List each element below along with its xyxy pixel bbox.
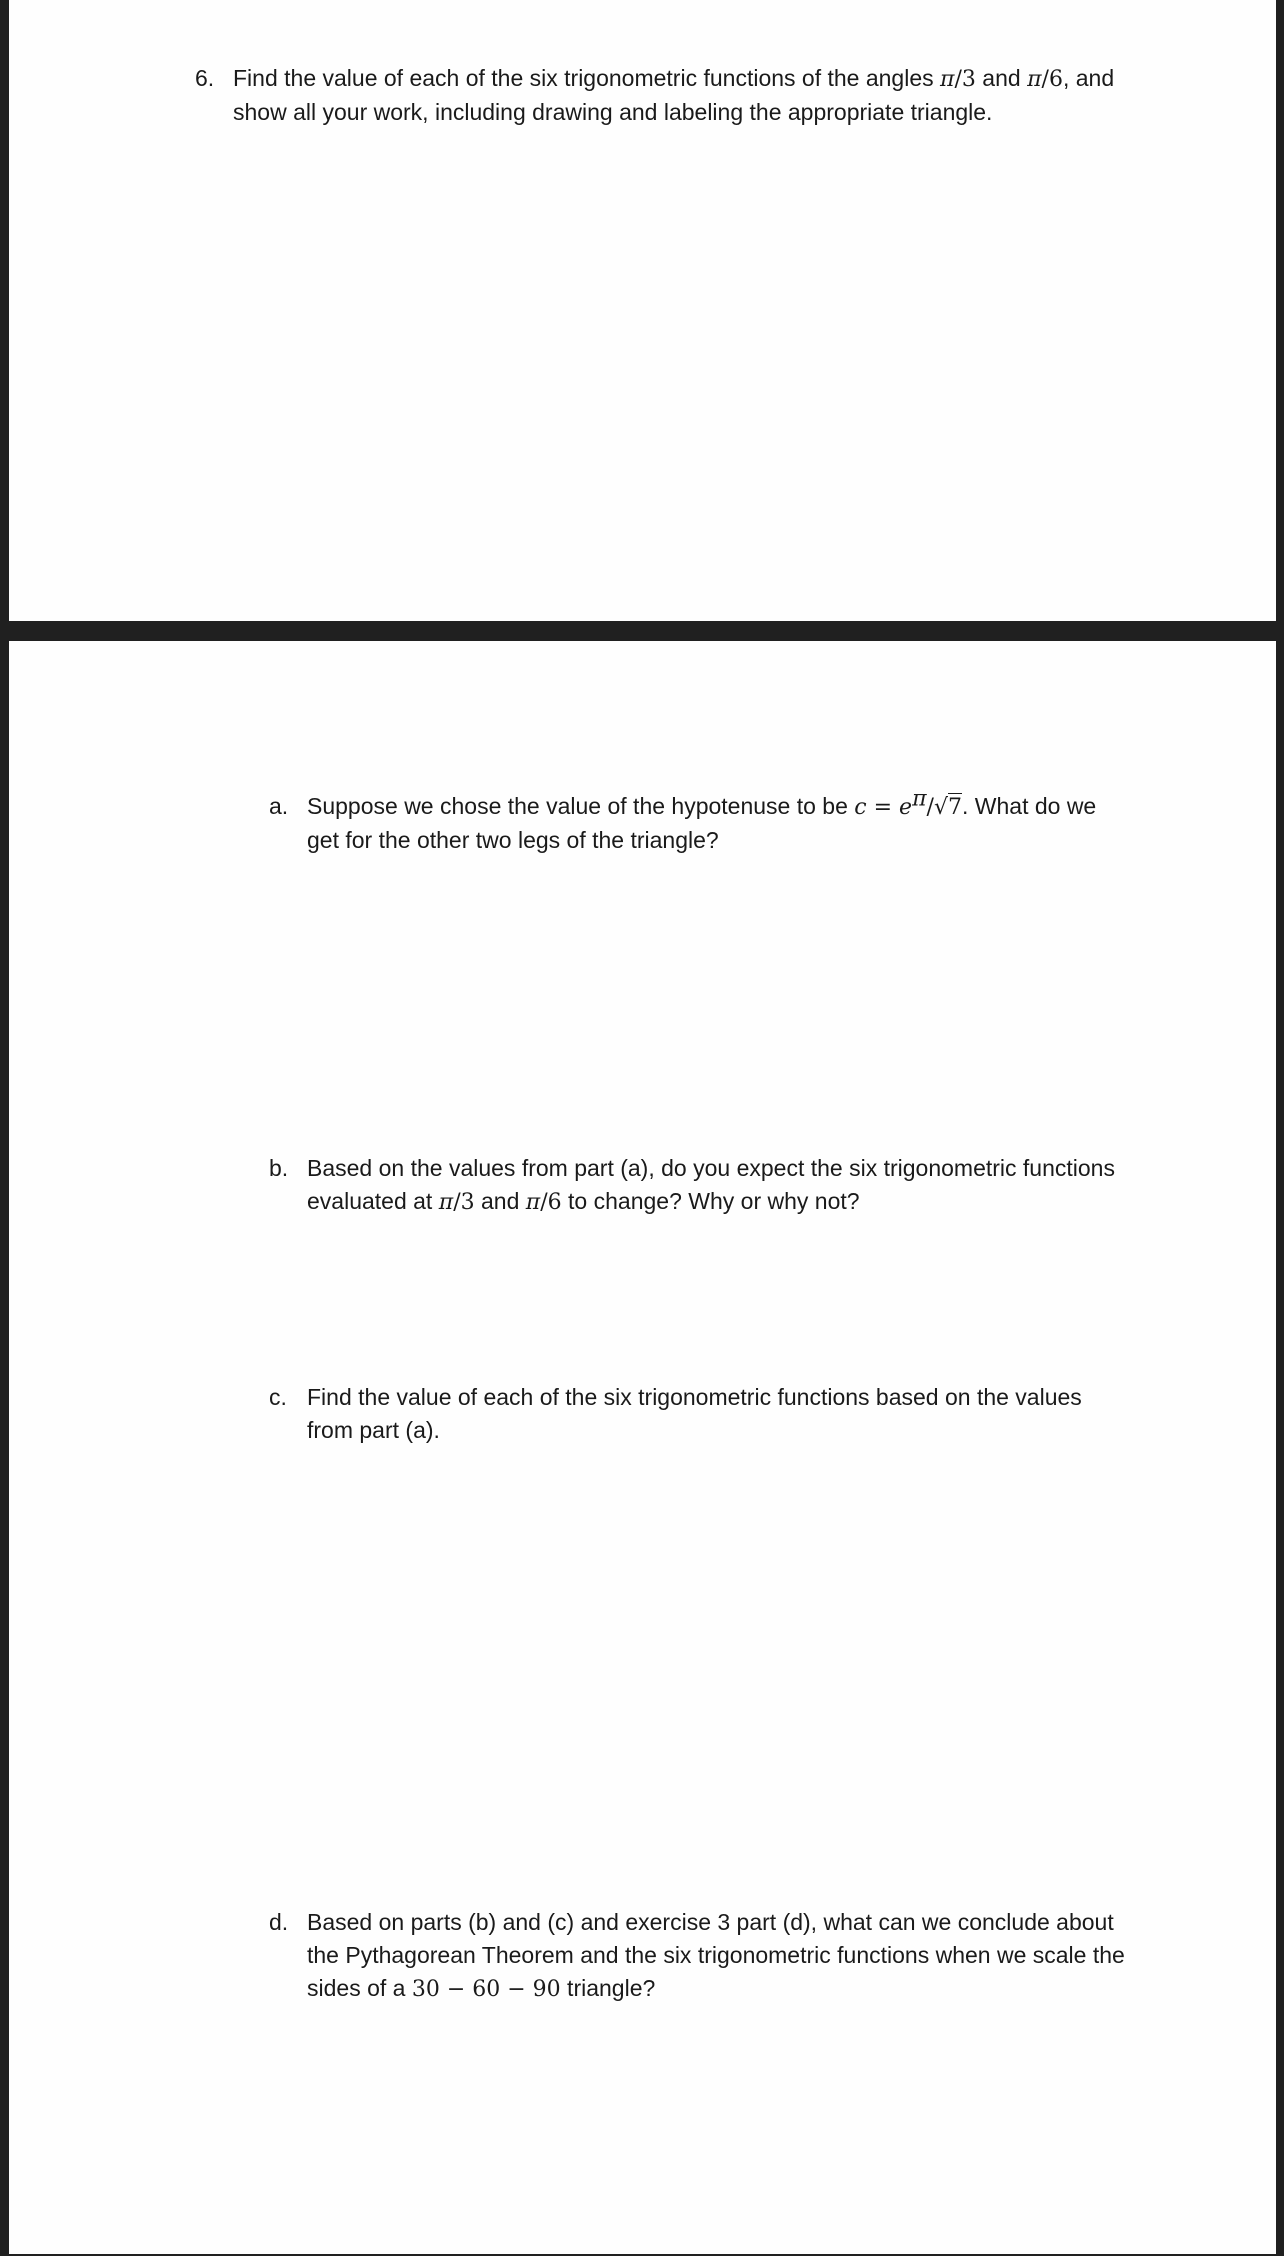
question-6 [195, 62, 1255, 132]
math-variable: e [899, 795, 913, 820]
radicand: 7 [948, 795, 962, 820]
question-text-part: Find the value of each of the six trigonometric functions of the angles [233, 65, 941, 91]
question-text-part: evaluated at [307, 1188, 439, 1214]
math-variable: c [854, 795, 867, 820]
question-text-part: Find the value of each of the six trigonometric functions based on the values [307, 1384, 1082, 1410]
question-text-part: , and [1062, 65, 1115, 91]
math-pi: π [940, 67, 955, 92]
math-exponent: π [912, 786, 927, 812]
question-text-part: triangle? [560, 1975, 656, 2001]
math-fraction: /6 [1041, 67, 1063, 92]
math-pi: π [525, 1190, 541, 1215]
math-operator: = [866, 795, 900, 820]
question-text-part: . What do we [962, 793, 1097, 819]
question-text-part: Suppose we chose the value of the hypotenuse to be [307, 793, 855, 819]
question-text [233, 62, 1114, 129]
question-text [307, 1381, 1082, 1447]
question-text-part: from part (a). [307, 1417, 440, 1443]
question-text-part: the Pythagorean Theorem and the six trigonometric functions when we scale the [307, 1942, 1125, 1968]
part-label: a. [269, 793, 289, 819]
question-text [307, 786, 1097, 857]
question-text-part: and [474, 1188, 526, 1214]
question-text [307, 1906, 1125, 2006]
part-label: c. [269, 1384, 287, 1410]
question-text-part: to change? Why or why not? [561, 1188, 860, 1214]
document-page-1 [9, 0, 1276, 621]
question-a [269, 786, 1269, 860]
question-d [269, 1906, 1269, 2011]
radical-sign: √ [933, 795, 948, 820]
part-label: b. [269, 1155, 289, 1181]
math-fraction: /3 [453, 1190, 475, 1215]
math-pi: π [1027, 67, 1042, 92]
part-label: d. [269, 1909, 289, 1935]
question-text [307, 1152, 1115, 1219]
square-root [934, 790, 962, 824]
question-b [269, 1152, 1269, 1222]
question-number: 6. [195, 65, 215, 91]
question-text-part: Based on the values from part (a), do you expect the six trigonometric functions [307, 1155, 1115, 1181]
document-page-2 [9, 641, 1276, 2254]
math-operator: / [926, 795, 934, 820]
math-fraction: /3 [954, 67, 976, 92]
question-text-part: get for the other two legs of the triangle? [307, 827, 719, 853]
question-text-part: sides of a [307, 1975, 412, 2001]
question-text-part: Based on parts (b) and (c) and exercise 3 part (d), what can we conclude about [307, 1909, 1114, 1935]
question-c [269, 1381, 1269, 1451]
math-fraction: /6 [540, 1190, 562, 1215]
math-triangle-type: 30 − 60 − 90 [411, 1977, 561, 2002]
question-text-part: show all your work, including drawing and labeling the appropriate triangle. [233, 99, 993, 125]
question-text-part: and [975, 65, 1028, 91]
math-pi: π [438, 1190, 454, 1215]
